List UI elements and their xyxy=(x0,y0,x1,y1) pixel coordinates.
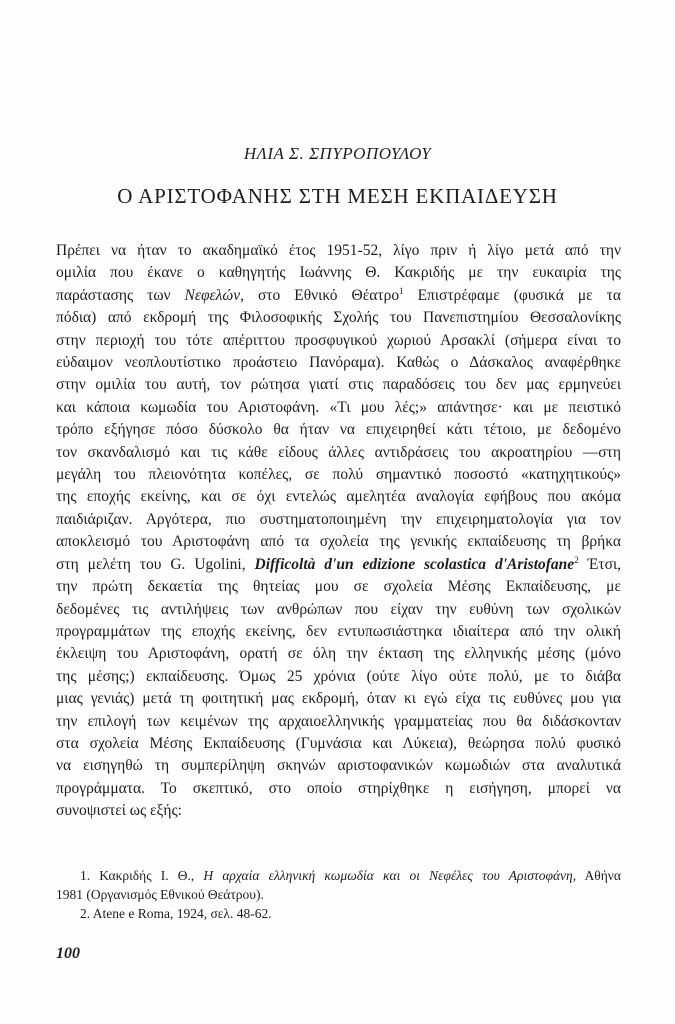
body-line: στην ομιλία του αυτή, τον ρώτησα γιατί στις παραδόσεις του δεν μας ερμηνεύει xyxy=(56,376,621,394)
body-line: μιας γενιάς) μετά τη φοιτητική μας εκδρομή, όταν κι εγώ είχα τις ευθύνες μου για xyxy=(56,690,621,708)
body-line: αποκλεισμό του Αριστοφάνη από τα σχολεία της γενικής εκπαίδευσης τη βρήκα xyxy=(56,533,621,551)
body-text: Έτσι, xyxy=(578,555,622,573)
body-line: δεδομένες τις αντιλήψεις των ανθρώπων που είχαν την ευθύνη των σχολικών xyxy=(56,600,621,618)
footnote-ref-1: 1 xyxy=(399,285,404,296)
body-line: συνοψιστεί ως εξής: xyxy=(56,802,182,820)
body-line: εύδαιμον νεοπλουτίστικο προάστειο Πανόραμα). Καθώς ο Δάσκαλος αναφέρθηκε xyxy=(56,354,621,372)
footnote-ref-2: 2 xyxy=(574,554,579,565)
footnote-1 xyxy=(56,866,621,885)
body-line: την επιλογή των κειμένων της αρχαιοελληνικής γραμματείας που θα διδάσκονταν xyxy=(56,712,621,730)
play-title-clouds: Νεφελών, xyxy=(184,286,244,304)
body-text: παράστασης των xyxy=(56,286,185,304)
body-line: της μέσης;) εκπαίδευσης. Όμως 25 χρόνια (ούτε λίγο ούτε πολύ, με το διάβα xyxy=(56,667,621,685)
body-line: στην περιοχή του τότε απέριττου προσφυγικού χωριού Αρσακλί (σήμερα είναι το xyxy=(56,331,621,349)
body-line: προγράμματα. Το σκεπτικό, στο οποίο στηρίχθηκε η εισήγηση, μπορεί να xyxy=(56,779,621,797)
footnote-2: 2. Atene e Roma, 1924, σελ. 48-62. xyxy=(80,906,272,921)
article-title: Ο ΑΡΙΣΤΟΦΑΝΗΣ ΣΤΗ ΜΕΣΗ ΕΚΠΑΙΔΕΥΣΗ xyxy=(117,184,558,208)
body-line: την πρώτη δεκαετία της θητείας μου σε σχολεία Μέσης Εκπαίδευσης, με xyxy=(56,578,621,596)
body-line: μεγάλη του πλειονότητα κοπέλες, σε πολύ σημαντικό ποσοστό «κατηχητικούς» xyxy=(56,466,621,484)
body-line: της εποχής εκείνης, και σε όχι εντελώς αμελητέα αναλογία εφήβους που ακόμα xyxy=(56,488,621,506)
footnotes xyxy=(56,866,621,923)
body-line: τρόπο εξήγησε πόσο δύσκολο θα ήταν να επιχειρηθεί κάτι τέτοιο, με δεδομένο xyxy=(56,421,621,439)
page-number: 100 xyxy=(56,945,80,962)
body-line: και κάποια κωμωδία του Αριστοφάνη. «Τι μου λές;» απάντησε· και με πειστικό xyxy=(56,398,621,416)
body-line: παιδιάριζαν. Αργότερα, πιο συστηματοποιημένη την επιχειρηματολογία για τον xyxy=(56,510,621,528)
body-line: προγραμμάτων της εποχής εκείνης, δεν εντυπωσιάστηκα ιδιαίτερα από την ολική xyxy=(56,622,621,640)
body-line xyxy=(56,554,621,576)
body-line: έκλειψη του Αριστοφάνη, ορατή σε όλη την έκταση της ελληνικής μέσης (μόνο xyxy=(56,645,621,663)
footnote-text: 1. Κακριδής Ι. Θ., xyxy=(80,868,204,883)
footnote-work-title: Η αρχαία ελληνική κωμωδία και οι Νεφέλες του Αριστοφάνη, xyxy=(203,868,577,883)
body-line: ομιλία που έκανε ο καθηγητής Ιωάννης Θ. Κακριδής με την ευκαιρία της xyxy=(56,264,621,282)
body-line xyxy=(56,285,621,307)
article-body xyxy=(56,240,621,823)
body-text: στη μελέτη του G. Ugolini, xyxy=(56,555,255,573)
body-line: Πρέπει να ήταν το ακαδημαϊκό έτος 1951-52, λίγο πριν ή λίγο μετά από την xyxy=(56,242,621,259)
body-text: στο Εθνικό Θέατρο xyxy=(243,286,400,304)
body-line: να εισηγηθώ τη συμπερίληψη σκηνών αριστοφανικών κωμωδιών στα αναλυτικά xyxy=(56,757,621,775)
footnote-1-continued: 1981 (Οργανισμός Εθνικού Θεάτρου). xyxy=(56,887,264,902)
cited-work-title: Difficoltà d'un edizione scolastica d'Aristofane xyxy=(254,555,575,573)
body-line: πόδια) από εκδρομή της Φιλοσοφικής Σχολής του Πανεπιστημίου Θεσσαλονίκης xyxy=(56,309,621,327)
body-line: στα σχολεία Μέσης Εκπαίδευσης (Γυμνάσια και Λύκεια), θεώρησα πολύ φυσικό xyxy=(56,734,621,752)
body-line: τον σκανδαλισμό και τις κάθε είδους άλλες αντιδράσεις του ακροατηρίου —στη xyxy=(56,443,621,461)
author-name: ΗΛΙΑ Σ. ΣΠΥΡΟΠΟΥΛΟΥ xyxy=(243,144,432,163)
footnote-text: Αθήνα xyxy=(576,868,621,883)
body-text: Επιστρέφαμε (φυσικά με τα xyxy=(403,286,622,304)
